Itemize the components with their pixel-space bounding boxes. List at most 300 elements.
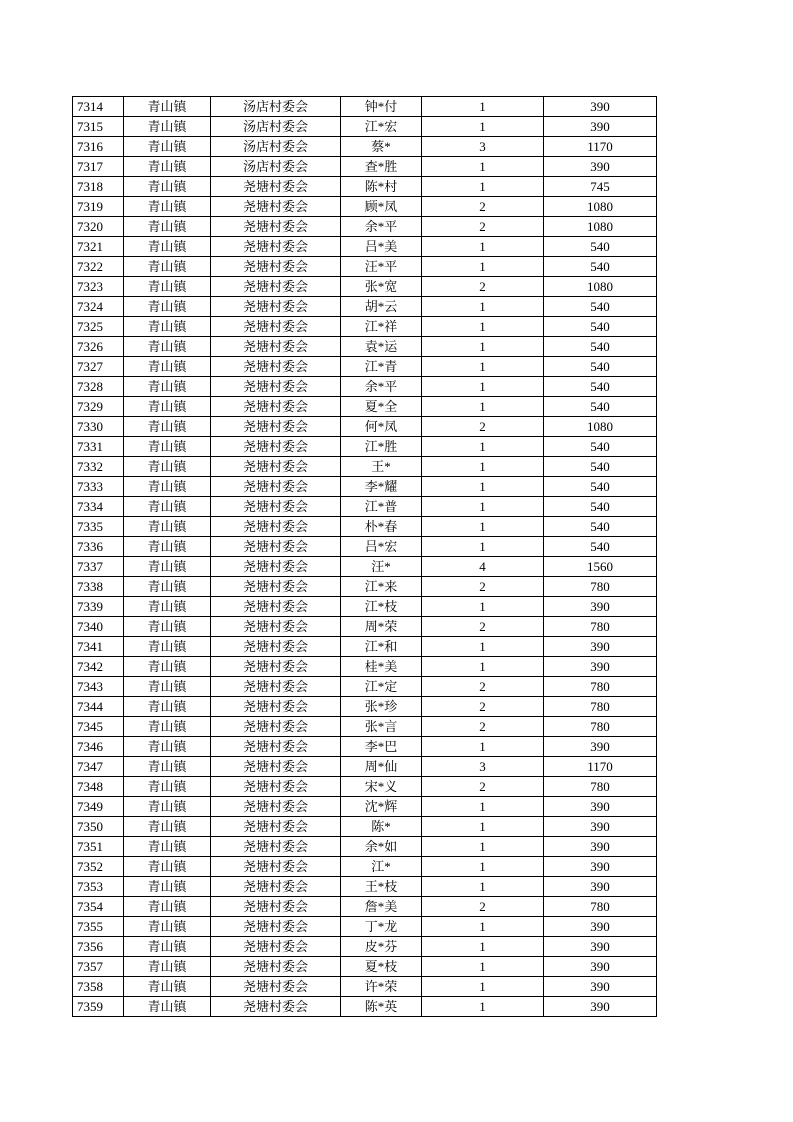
cell-amount: 1080 <box>544 217 657 237</box>
cell-village: 尧塘村委会 <box>211 797 341 817</box>
table-row <box>73 637 657 657</box>
cell-count: 1 <box>422 817 544 837</box>
cell-village: 尧塘村委会 <box>211 517 341 537</box>
cell-town: 青山镇 <box>124 997 211 1017</box>
cell-id: 7321 <box>73 237 124 257</box>
cell-town: 青山镇 <box>124 257 211 277</box>
cell-id: 7348 <box>73 777 124 797</box>
cell-name: 余*如 <box>341 837 422 857</box>
table-row <box>73 757 657 777</box>
cell-count: 1 <box>422 157 544 177</box>
cell-name: 江*枝 <box>341 597 422 617</box>
cell-count: 2 <box>422 717 544 737</box>
cell-village: 尧塘村委会 <box>211 417 341 437</box>
cell-town: 青山镇 <box>124 137 211 157</box>
cell-name: 张*珍 <box>341 697 422 717</box>
cell-village: 汤店村委会 <box>211 157 341 177</box>
cell-count: 2 <box>422 417 544 437</box>
cell-town: 青山镇 <box>124 497 211 517</box>
cell-amount: 780 <box>544 617 657 637</box>
cell-village: 尧塘村委会 <box>211 757 341 777</box>
cell-village: 尧塘村委会 <box>211 257 341 277</box>
cell-count: 1 <box>422 457 544 477</box>
table-row <box>73 217 657 237</box>
cell-id: 7353 <box>73 877 124 897</box>
cell-count: 1 <box>422 477 544 497</box>
table-row <box>73 997 657 1017</box>
cell-name: 江*定 <box>341 677 422 697</box>
cell-count: 1 <box>422 597 544 617</box>
cell-name: 夏*全 <box>341 397 422 417</box>
cell-name: 陈* <box>341 817 422 837</box>
cell-village: 尧塘村委会 <box>211 597 341 617</box>
cell-amount: 540 <box>544 457 657 477</box>
table-row <box>73 557 657 577</box>
cell-count: 2 <box>422 677 544 697</box>
cell-id: 7339 <box>73 597 124 617</box>
cell-id: 7344 <box>73 697 124 717</box>
cell-count: 3 <box>422 137 544 157</box>
cell-village: 尧塘村委会 <box>211 557 341 577</box>
cell-village: 尧塘村委会 <box>211 397 341 417</box>
cell-amount: 780 <box>544 717 657 737</box>
cell-village: 尧塘村委会 <box>211 917 341 937</box>
table-row <box>73 297 657 317</box>
cell-count: 1 <box>422 537 544 557</box>
cell-name: 江*宏 <box>341 117 422 137</box>
cell-count: 2 <box>422 217 544 237</box>
cell-village: 尧塘村委会 <box>211 457 341 477</box>
cell-count: 1 <box>422 297 544 317</box>
cell-amount: 540 <box>544 377 657 397</box>
cell-count: 2 <box>422 697 544 717</box>
table-row <box>73 537 657 557</box>
cell-town: 青山镇 <box>124 877 211 897</box>
cell-count: 1 <box>422 937 544 957</box>
cell-amount: 390 <box>544 857 657 877</box>
cell-name: 蔡* <box>341 137 422 157</box>
cell-village: 尧塘村委会 <box>211 677 341 697</box>
cell-count: 1 <box>422 117 544 137</box>
table-row <box>73 317 657 337</box>
cell-count: 2 <box>422 277 544 297</box>
cell-village: 尧塘村委会 <box>211 217 341 237</box>
cell-name: 李*巴 <box>341 737 422 757</box>
cell-id: 7338 <box>73 577 124 597</box>
cell-amount: 390 <box>544 977 657 997</box>
cell-name: 顾*凤 <box>341 197 422 217</box>
cell-town: 青山镇 <box>124 417 211 437</box>
cell-id: 7329 <box>73 397 124 417</box>
table-row <box>73 177 657 197</box>
cell-id: 7347 <box>73 757 124 777</box>
cell-town: 青山镇 <box>124 717 211 737</box>
cell-name: 江*和 <box>341 637 422 657</box>
cell-count: 2 <box>422 577 544 597</box>
cell-name: 朴*春 <box>341 517 422 537</box>
cell-village: 尧塘村委会 <box>211 697 341 717</box>
cell-count: 1 <box>422 177 544 197</box>
cell-amount: 390 <box>544 657 657 677</box>
cell-count: 1 <box>422 437 544 457</box>
table-row <box>73 417 657 437</box>
cell-amount: 390 <box>544 737 657 757</box>
cell-town: 青山镇 <box>124 317 211 337</box>
table-row <box>73 677 657 697</box>
cell-amount: 390 <box>544 957 657 977</box>
cell-count: 1 <box>422 257 544 277</box>
cell-id: 7319 <box>73 197 124 217</box>
cell-town: 青山镇 <box>124 277 211 297</box>
cell-id: 7323 <box>73 277 124 297</box>
cell-count: 1 <box>422 497 544 517</box>
cell-name: 詹*美 <box>341 897 422 917</box>
cell-village: 尧塘村委会 <box>211 377 341 397</box>
cell-village: 尧塘村委会 <box>211 577 341 597</box>
cell-name: 查*胜 <box>341 157 422 177</box>
cell-village: 尧塘村委会 <box>211 717 341 737</box>
cell-amount: 540 <box>544 517 657 537</box>
cell-amount: 390 <box>544 797 657 817</box>
cell-amount: 780 <box>544 577 657 597</box>
cell-amount: 540 <box>544 397 657 417</box>
cell-count: 1 <box>422 877 544 897</box>
table-row <box>73 737 657 757</box>
cell-village: 尧塘村委会 <box>211 237 341 257</box>
cell-name: 丁*龙 <box>341 917 422 937</box>
table-row <box>73 117 657 137</box>
table-row <box>73 397 657 417</box>
cell-town: 青山镇 <box>124 677 211 697</box>
cell-village: 尧塘村委会 <box>211 617 341 637</box>
cell-amount: 390 <box>544 877 657 897</box>
cell-village: 尧塘村委会 <box>211 497 341 517</box>
cell-village: 尧塘村委会 <box>211 837 341 857</box>
table-row <box>73 357 657 377</box>
cell-village: 尧塘村委会 <box>211 857 341 877</box>
cell-id: 7330 <box>73 417 124 437</box>
cell-id: 7335 <box>73 517 124 537</box>
cell-name: 桂*美 <box>341 657 422 677</box>
cell-amount: 390 <box>544 97 657 117</box>
cell-name: 江*青 <box>341 357 422 377</box>
cell-amount: 1080 <box>544 277 657 297</box>
cell-name: 陈*村 <box>341 177 422 197</box>
cell-town: 青山镇 <box>124 757 211 777</box>
cell-id: 7334 <box>73 497 124 517</box>
cell-amount: 390 <box>544 917 657 937</box>
table-row <box>73 597 657 617</box>
cell-count: 1 <box>422 637 544 657</box>
cell-name: 余*平 <box>341 217 422 237</box>
cell-amount: 540 <box>544 477 657 497</box>
cell-count: 1 <box>422 857 544 877</box>
cell-village: 尧塘村委会 <box>211 937 341 957</box>
cell-id: 7316 <box>73 137 124 157</box>
cell-town: 青山镇 <box>124 297 211 317</box>
cell-village: 尧塘村委会 <box>211 657 341 677</box>
cell-village: 尧塘村委会 <box>211 437 341 457</box>
cell-amount: 540 <box>544 437 657 457</box>
cell-id: 7343 <box>73 677 124 697</box>
cell-amount: 1170 <box>544 137 657 157</box>
cell-amount: 1080 <box>544 417 657 437</box>
table-row <box>73 937 657 957</box>
table-row <box>73 377 657 397</box>
cell-town: 青山镇 <box>124 617 211 637</box>
cell-name: 陈*英 <box>341 997 422 1017</box>
table-row <box>73 777 657 797</box>
cell-id: 7351 <box>73 837 124 857</box>
cell-id: 7315 <box>73 117 124 137</box>
cell-village: 尧塘村委会 <box>211 277 341 297</box>
cell-amount: 780 <box>544 677 657 697</box>
table-row <box>73 917 657 937</box>
cell-village: 尧塘村委会 <box>211 297 341 317</box>
cell-count: 1 <box>422 657 544 677</box>
cell-id: 7325 <box>73 317 124 337</box>
cell-count: 2 <box>422 777 544 797</box>
cell-count: 1 <box>422 237 544 257</box>
cell-amount: 390 <box>544 637 657 657</box>
cell-name: 何*凤 <box>341 417 422 437</box>
cell-id: 7345 <box>73 717 124 737</box>
table-row <box>73 137 657 157</box>
cell-town: 青山镇 <box>124 377 211 397</box>
cell-id: 7327 <box>73 357 124 377</box>
cell-town: 青山镇 <box>124 637 211 657</box>
cell-amount: 1080 <box>544 197 657 217</box>
cell-name: 汪* <box>341 557 422 577</box>
table-row <box>73 857 657 877</box>
cell-count: 1 <box>422 997 544 1017</box>
cell-name: 袁*运 <box>341 337 422 357</box>
cell-amount: 390 <box>544 837 657 857</box>
cell-id: 7340 <box>73 617 124 637</box>
cell-town: 青山镇 <box>124 177 211 197</box>
cell-count: 1 <box>422 357 544 377</box>
cell-id: 7341 <box>73 637 124 657</box>
cell-count: 1 <box>422 977 544 997</box>
table-body <box>73 97 657 1017</box>
cell-id: 7352 <box>73 857 124 877</box>
cell-town: 青山镇 <box>124 817 211 837</box>
cell-name: 王* <box>341 457 422 477</box>
cell-village: 尧塘村委会 <box>211 777 341 797</box>
table-row <box>73 897 657 917</box>
cell-count: 1 <box>422 97 544 117</box>
cell-name: 胡*云 <box>341 297 422 317</box>
cell-village: 尧塘村委会 <box>211 337 341 357</box>
cell-village: 尧塘村委会 <box>211 997 341 1017</box>
cell-village: 尧塘村委会 <box>211 897 341 917</box>
cell-id: 7331 <box>73 437 124 457</box>
cell-id: 7349 <box>73 797 124 817</box>
cell-town: 青山镇 <box>124 537 211 557</box>
cell-name: 余*平 <box>341 377 422 397</box>
cell-town: 青山镇 <box>124 97 211 117</box>
table-row <box>73 697 657 717</box>
cell-name: 周*荣 <box>341 617 422 637</box>
cell-town: 青山镇 <box>124 957 211 977</box>
cell-id: 7314 <box>73 97 124 117</box>
cell-id: 7328 <box>73 377 124 397</box>
cell-id: 7337 <box>73 557 124 577</box>
cell-id: 7318 <box>73 177 124 197</box>
cell-id: 7333 <box>73 477 124 497</box>
cell-amount: 540 <box>544 357 657 377</box>
cell-id: 7356 <box>73 937 124 957</box>
cell-id: 7342 <box>73 657 124 677</box>
cell-amount: 390 <box>544 117 657 137</box>
cell-amount: 540 <box>544 297 657 317</box>
table-row <box>73 577 657 597</box>
cell-name: 张*宽 <box>341 277 422 297</box>
cell-id: 7350 <box>73 817 124 837</box>
cell-id: 7357 <box>73 957 124 977</box>
cell-name: 周*仙 <box>341 757 422 777</box>
cell-village: 尧塘村委会 <box>211 817 341 837</box>
cell-town: 青山镇 <box>124 797 211 817</box>
table-row <box>73 277 657 297</box>
cell-village: 尧塘村委会 <box>211 737 341 757</box>
table-row <box>73 817 657 837</box>
cell-name: 吕*宏 <box>341 537 422 557</box>
cell-town: 青山镇 <box>124 117 211 137</box>
cell-town: 青山镇 <box>124 397 211 417</box>
cell-count: 1 <box>422 377 544 397</box>
cell-village: 汤店村委会 <box>211 117 341 137</box>
cell-name: 钟*付 <box>341 97 422 117</box>
cell-village: 尧塘村委会 <box>211 637 341 657</box>
cell-amount: 390 <box>544 157 657 177</box>
table-row <box>73 457 657 477</box>
cell-village: 尧塘村委会 <box>211 197 341 217</box>
cell-town: 青山镇 <box>124 477 211 497</box>
cell-count: 3 <box>422 757 544 777</box>
cell-village: 尧塘村委会 <box>211 877 341 897</box>
table-row <box>73 477 657 497</box>
table-row <box>73 197 657 217</box>
cell-count: 1 <box>422 917 544 937</box>
cell-name: 宋*义 <box>341 777 422 797</box>
cell-count: 1 <box>422 397 544 417</box>
cell-id: 7358 <box>73 977 124 997</box>
cell-count: 1 <box>422 337 544 357</box>
table-row <box>73 717 657 737</box>
cell-id: 7332 <box>73 457 124 477</box>
table-row <box>73 237 657 257</box>
cell-name: 江*普 <box>341 497 422 517</box>
cell-count: 2 <box>422 197 544 217</box>
cell-amount: 540 <box>544 237 657 257</box>
cell-amount: 390 <box>544 597 657 617</box>
cell-town: 青山镇 <box>124 657 211 677</box>
cell-amount: 540 <box>544 497 657 517</box>
cell-id: 7324 <box>73 297 124 317</box>
cell-id: 7355 <box>73 917 124 937</box>
cell-name: 许*荣 <box>341 977 422 997</box>
cell-town: 青山镇 <box>124 837 211 857</box>
table-row <box>73 337 657 357</box>
cell-name: 王*枝 <box>341 877 422 897</box>
cell-town: 青山镇 <box>124 977 211 997</box>
cell-town: 青山镇 <box>124 737 211 757</box>
cell-amount: 780 <box>544 777 657 797</box>
cell-village: 尧塘村委会 <box>211 957 341 977</box>
cell-town: 青山镇 <box>124 337 211 357</box>
cell-amount: 390 <box>544 937 657 957</box>
cell-town: 青山镇 <box>124 197 211 217</box>
cell-count: 1 <box>422 517 544 537</box>
cell-name: 江*胜 <box>341 437 422 457</box>
cell-village: 汤店村委会 <box>211 137 341 157</box>
cell-town: 青山镇 <box>124 857 211 877</box>
cell-amount: 1170 <box>544 757 657 777</box>
table-row <box>73 517 657 537</box>
cell-count: 1 <box>422 837 544 857</box>
cell-name: 江* <box>341 857 422 877</box>
cell-name: 江*祥 <box>341 317 422 337</box>
table-row <box>73 877 657 897</box>
table-row <box>73 257 657 277</box>
cell-amount: 540 <box>544 317 657 337</box>
cell-name: 李*耀 <box>341 477 422 497</box>
cell-village: 尧塘村委会 <box>211 477 341 497</box>
cell-town: 青山镇 <box>124 897 211 917</box>
cell-town: 青山镇 <box>124 697 211 717</box>
cell-town: 青山镇 <box>124 777 211 797</box>
cell-count: 2 <box>422 897 544 917</box>
cell-name: 沈*辉 <box>341 797 422 817</box>
table-row <box>73 977 657 997</box>
cell-name: 夏*枝 <box>341 957 422 977</box>
cell-name: 吕*美 <box>341 237 422 257</box>
table-row <box>73 957 657 977</box>
cell-amount: 780 <box>544 697 657 717</box>
cell-town: 青山镇 <box>124 237 211 257</box>
cell-id: 7336 <box>73 537 124 557</box>
cell-name: 江*来 <box>341 577 422 597</box>
cell-amount: 390 <box>544 817 657 837</box>
cell-town: 青山镇 <box>124 937 211 957</box>
cell-amount: 540 <box>544 537 657 557</box>
cell-count: 4 <box>422 557 544 577</box>
cell-id: 7320 <box>73 217 124 237</box>
table-row <box>73 837 657 857</box>
cell-name: 张*言 <box>341 717 422 737</box>
table-row <box>73 657 657 677</box>
table-row <box>73 157 657 177</box>
cell-count: 1 <box>422 957 544 977</box>
cell-count: 1 <box>422 737 544 757</box>
cell-town: 青山镇 <box>124 577 211 597</box>
cell-town: 青山镇 <box>124 597 211 617</box>
cell-town: 青山镇 <box>124 437 211 457</box>
cell-village: 尧塘村委会 <box>211 537 341 557</box>
cell-id: 7317 <box>73 157 124 177</box>
cell-id: 7354 <box>73 897 124 917</box>
cell-town: 青山镇 <box>124 217 211 237</box>
cell-id: 7359 <box>73 997 124 1017</box>
cell-town: 青山镇 <box>124 457 211 477</box>
cell-town: 青山镇 <box>124 357 211 377</box>
cell-town: 青山镇 <box>124 517 211 537</box>
cell-village: 汤店村委会 <box>211 97 341 117</box>
cell-village: 尧塘村委会 <box>211 317 341 337</box>
cell-count: 1 <box>422 317 544 337</box>
cell-count: 2 <box>422 617 544 637</box>
